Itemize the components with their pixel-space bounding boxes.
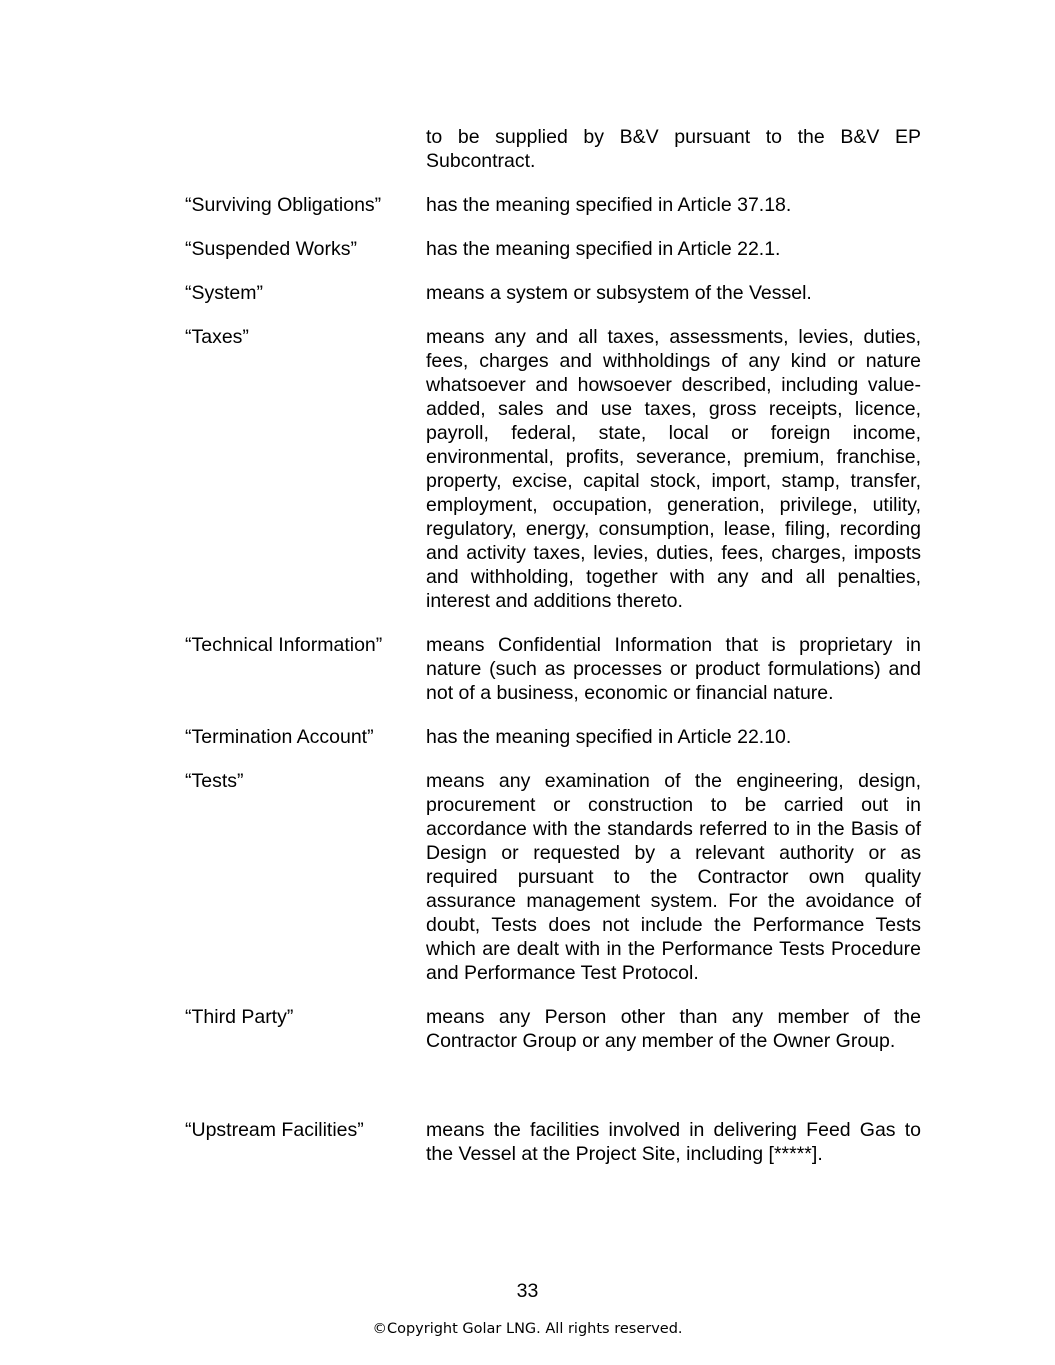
definition-row (185, 281, 921, 305)
definition-row (185, 769, 921, 985)
definition-row (185, 1118, 921, 1166)
definition-text: means the facilities involved in delivering Feed Gas to the Vessel at the Project Site, including [*****]. (426, 1119, 921, 1165)
definition-text: means Confidential Information that is proprietary in nature (such as processes or product formulations) and not of a business, economic or financial nature. (426, 634, 921, 704)
page-number: 33 (516, 1280, 539, 1302)
definitions-list (185, 193, 921, 1186)
definition-term: “Suspended Works” (185, 238, 357, 260)
definition-text: has the meaning specified in Article 22.10. (426, 726, 792, 748)
definition-text: means any and all taxes, assessments, levies, duties, fees, charges and withholdings of any kind or nature whatsoever and howsoever described, including value-added, sales and use taxes, gross receipts, licence, payroll, federal, state, local or foreign income, environmental, profits, severance, premium, franchise, property, excise, capital stock, import, stamp, transfer, employment, occupation, generation, privilege, utility, regulatory, energy, consumption, lease, filing, recording and activity taxes, levies, duties, fees, charges, imposts and withholding, together with any and all penalties, interest and additions thereto. (426, 326, 921, 612)
definition-term: “Tests” (185, 770, 244, 792)
definition-row (185, 193, 921, 217)
definition-row (185, 1005, 921, 1053)
definition-row (185, 325, 921, 613)
definition-term: “System” (185, 282, 263, 304)
definition-term: “Termination Account” (185, 726, 374, 748)
definition-row (185, 237, 921, 261)
definition-term: “Technical Information” (185, 634, 383, 656)
definition-text: has the meaning specified in Article 37.18. (426, 194, 792, 216)
definition-text: means any examination of the engineering, design, procurement or construction to be carried out in accordance with the standards referred to in the Basis of Design or requested by a relevant authority or as required pursuant to the Contractor own quality assurance management system. For the avoidance of doubt, Tests does not include the Performance Tests which are dealt with in the Performance Tests Procedure and Performance Test Protocol. (426, 770, 921, 984)
definition-term: “Surviving Obligations” (185, 194, 382, 216)
definition-row (185, 725, 921, 749)
copyright-notice: ©Copyright Golar LNG. All rights reserved. (372, 1321, 683, 1337)
definition-text: means a system or subsystem of the Vessel. (426, 282, 812, 304)
definition-text: has the meaning specified in Article 22.1. (426, 238, 781, 260)
definition-text: means any Person other than any member of the Contractor Group or any member of the Owner Group. (426, 1006, 921, 1052)
definition-term: “Upstream Facilities” (185, 1119, 364, 1141)
definition-term: “Taxes” (185, 326, 249, 348)
continued-definition-text: to be supplied by B&V pursuant to the B&V EP Subcontract. (426, 126, 921, 172)
definition-term: “Third Party” (185, 1006, 294, 1028)
definition-row (185, 633, 921, 705)
